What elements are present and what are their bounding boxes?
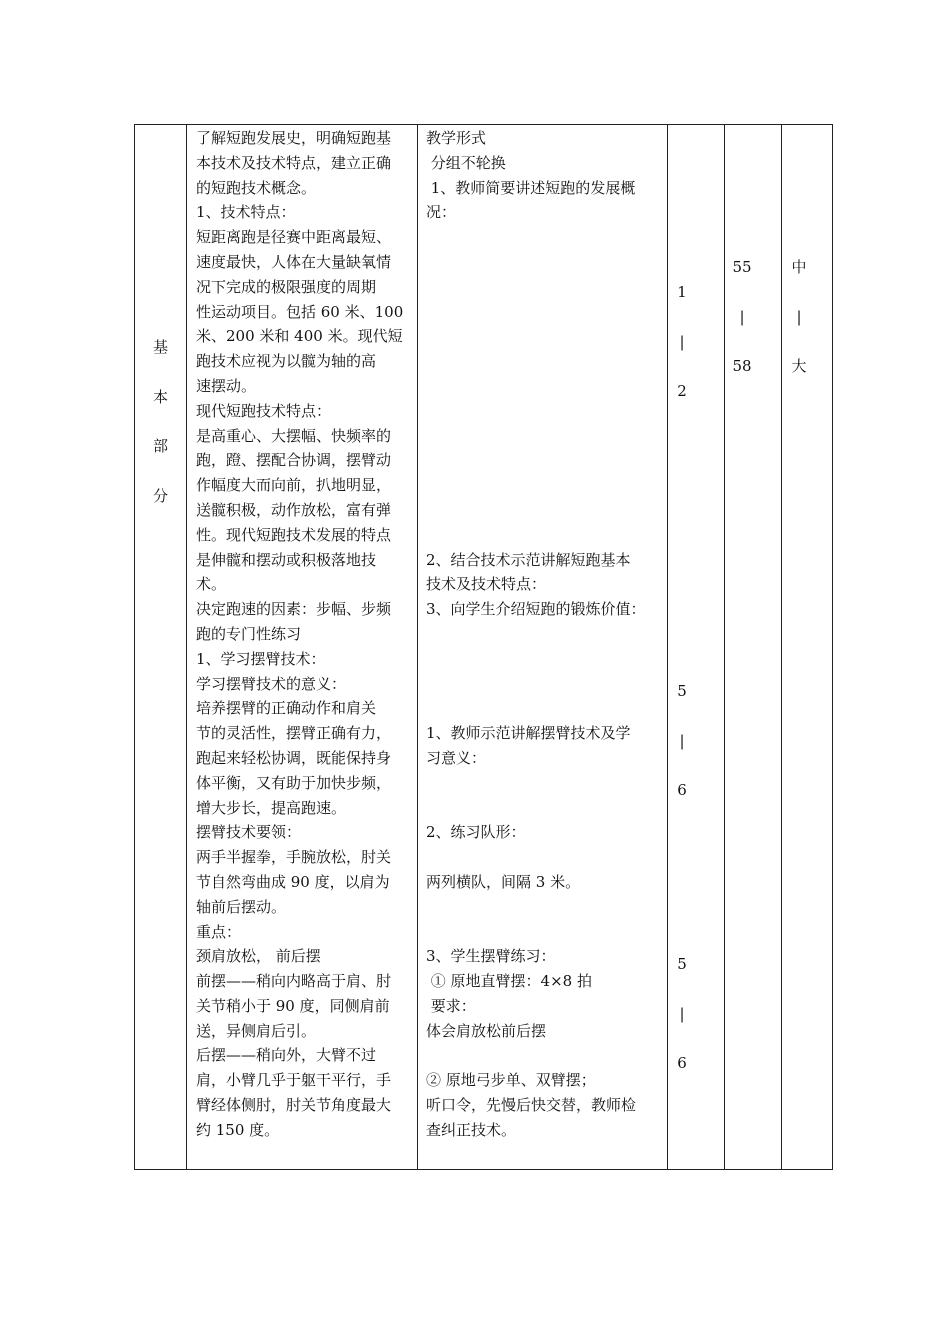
intensity-column (782, 243, 816, 392)
content-line: 约 150 度。 (196, 1120, 280, 1139)
content-line: 送，异侧肩后引。 (196, 1021, 317, 1040)
content-line: 性运动项目。包括 60 米、100 (196, 302, 404, 321)
method-line (426, 498, 666, 523)
method-line (426, 448, 666, 473)
time-group (668, 940, 696, 1089)
count-column (725, 243, 759, 392)
method-line: 习意义： (426, 748, 487, 767)
time-value: 2 (677, 382, 687, 400)
method-line: ② 原地弓步单、双臂摆； (426, 1071, 596, 1090)
method-line: 教学形式 (426, 129, 487, 147)
content-line: 性。现代短跑技术发展的特点 (196, 525, 392, 544)
method-line (426, 672, 666, 697)
content-line: 摆臂技术要领： (196, 823, 302, 842)
method-line (426, 622, 666, 647)
method-line (426, 324, 666, 349)
time-group (668, 268, 696, 417)
method-line: 两列横队，间隔 3 米。 (426, 872, 581, 891)
content-line: 的短跑技术概念。 (196, 178, 317, 197)
content-line: 现代短跑技术特点： (196, 401, 332, 420)
content-line: 送髋积极，动作放松，富有弹 (196, 500, 392, 519)
time-value: 6 (677, 781, 687, 799)
content-line: 轴前后摆动。 (196, 897, 287, 916)
content-line: 学习摆臂技术的意义： (196, 674, 347, 693)
section-label-char: 本 (152, 387, 168, 406)
method-line (426, 1043, 666, 1068)
method-line (426, 374, 666, 399)
content-line: 速度最快，人体在大量缺氧情 (196, 252, 392, 271)
section-label-char: 部 (152, 437, 168, 455)
method-line (426, 225, 666, 250)
content-line: 两手半握拳，手腕放松，肘关 (196, 848, 392, 867)
method-line: 1、教师示范讲解摆臂技术及学 (426, 724, 631, 743)
method-line: 3、向学生介绍短跑的锻炼价值： (426, 600, 646, 619)
content-line: 关节稍小于 90 度，同侧肩前 (196, 996, 390, 1015)
content-line: 培养摆臂的正确动作和肩关 (196, 699, 377, 718)
content-line: 速摆动。 (196, 376, 257, 395)
content-line: 颈肩放松， 前后摆 (196, 947, 321, 966)
method-line: 况： (426, 203, 457, 222)
method-line: 2、练习队形： (426, 823, 526, 842)
content-line: 短距离跑是径赛中距离最短、 (196, 228, 392, 247)
method-line: 体会肩放松前后摆 (426, 1021, 547, 1040)
content-line: 跑起来轻松协调，既能保持身 (196, 748, 392, 767)
content-line: 1、学习摆臂技术： (196, 649, 326, 668)
count-value: 58 (732, 357, 752, 375)
content-line: 是高重心、大摆幅、快频率的 (196, 426, 392, 445)
method-line: 要求： (426, 996, 476, 1015)
method-line (426, 275, 666, 300)
lesson-plan-table (134, 124, 833, 1170)
content-line: 米、200 米和 400 米。现代短 (196, 327, 403, 346)
method-line: 1、教师简要讲述短跑的发展概 (426, 178, 636, 197)
section-label-char: 基 (152, 338, 168, 356)
method-column (426, 126, 666, 1143)
method-line (426, 250, 666, 275)
method-line (426, 796, 666, 821)
intensity-value: 中 (791, 258, 807, 276)
time-value: | (679, 731, 685, 750)
method-line (426, 771, 666, 796)
method-line (426, 399, 666, 424)
method-line: 听口令，先慢后快交替，教师检 (426, 1096, 637, 1115)
time-value: 6 (677, 1054, 687, 1072)
content-line: 肩，小臂几乎于躯干平行，手 (196, 1071, 392, 1090)
time-group (668, 667, 696, 816)
time-value: 5 (677, 682, 687, 700)
column-divider (186, 125, 187, 1169)
section-label (135, 323, 186, 521)
content-line: 术。 (196, 575, 227, 594)
method-line (426, 424, 666, 449)
content-line: 况下完成的极限强度的周期 (196, 277, 377, 296)
method-line (426, 845, 666, 870)
time-value: 5 (677, 955, 687, 973)
content-line: 跑，蹬、摆配合协调，摆臂动 (196, 451, 392, 470)
content-line: 1、技术特点： (196, 203, 296, 222)
column-divider (417, 125, 418, 1169)
intensity-value: 大 (791, 357, 807, 375)
content-column (196, 126, 414, 1143)
method-line (426, 473, 666, 498)
content-line: 前摆——稍向内略高于肩、肘 (196, 972, 392, 991)
content-line: 本技术及技术特点，建立正确 (196, 153, 392, 172)
method-line: 查纠正技术。 (426, 1120, 517, 1139)
method-line: ① 原地直臂摆：4×8 拍 (426, 972, 592, 991)
content-line: 作幅度大而向前，扒地明显， (196, 476, 392, 495)
method-line: 分组不轮换 (426, 153, 506, 172)
content-line: 体平衡，又有助于加快步频， (196, 773, 392, 792)
method-line (426, 523, 666, 548)
intensity-value: | (796, 307, 802, 326)
method-line (426, 647, 666, 672)
method-line (426, 895, 666, 920)
method-line (426, 300, 666, 325)
content-line: 是伸髋和摆动或积极落地技 (196, 550, 377, 569)
content-line: 增大步长，提高跑速。 (196, 798, 347, 817)
method-line (426, 920, 666, 945)
count-value: | (739, 307, 745, 326)
content-line: 跑的专门性练习 (196, 624, 302, 643)
content-line: 决定跑速的因素：步幅、步频 (196, 600, 392, 619)
section-label-char: 分 (152, 486, 168, 505)
content-line: 节自然弯曲成 90 度，以肩为 (196, 872, 390, 891)
method-line: 技术及技术特点： (426, 575, 547, 594)
content-line: 臂经体侧肘，肘关节角度最大 (196, 1096, 392, 1115)
count-value: 55 (732, 258, 752, 276)
content-line: 了解短跑发展史，明确短跑基 (196, 129, 392, 147)
time-value: | (679, 1004, 685, 1023)
time-value: | (679, 332, 685, 351)
content-line: 节的灵活性，摆臂正确有力， (196, 724, 392, 743)
method-line (426, 349, 666, 374)
content-line: 重点： (196, 922, 242, 941)
time-value: 1 (677, 283, 687, 301)
method-line: 2、结合技术示范讲解短跑基本 (426, 550, 631, 569)
content-line: 跑技术应视为以髋为轴的高 (196, 352, 377, 371)
method-line (426, 696, 666, 721)
content-line: 后摆——稍向外，大臂不过 (196, 1046, 377, 1065)
method-line: 3、学生摆臂练习： (426, 947, 556, 966)
